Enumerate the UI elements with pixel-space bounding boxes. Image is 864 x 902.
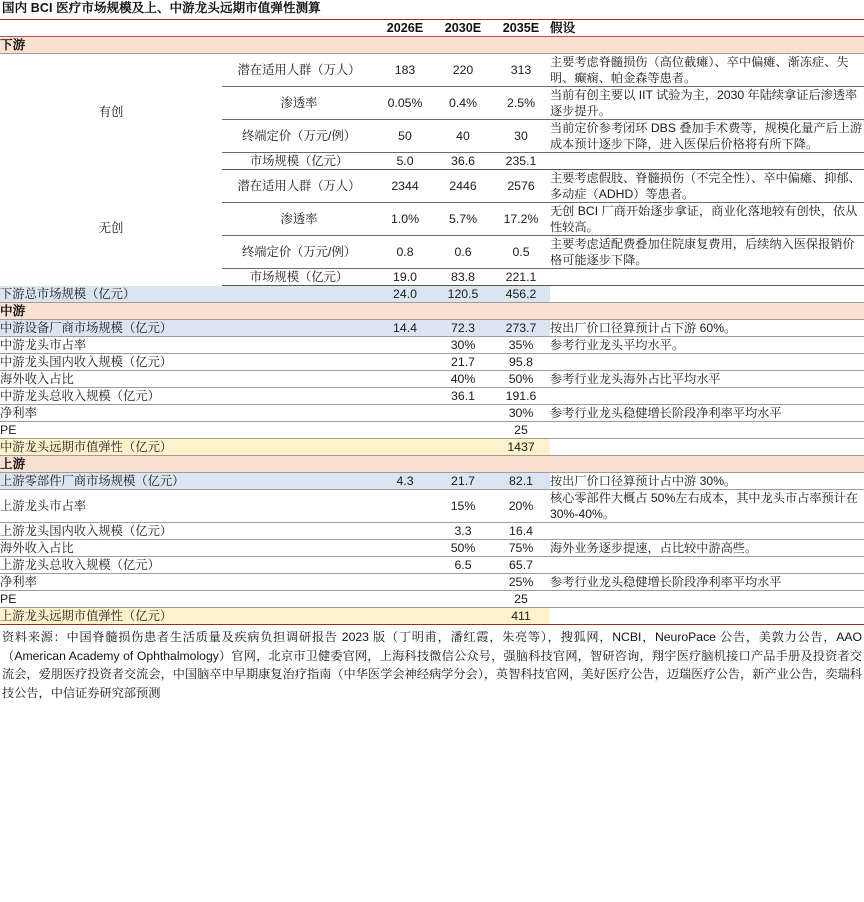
assumption-text: 参考行业龙头平均水平。 <box>550 337 864 354</box>
assumption-text <box>550 439 864 456</box>
value-2026e <box>376 591 434 608</box>
assumption-text: 参考行业龙头稳健增长阶段净利率平均水平 <box>550 574 864 591</box>
assumption-text: 海外业务逐步提速，占比较中游高些。 <box>550 540 864 557</box>
metric-label: 上游龙头国内收入规模（亿元） <box>0 523 376 540</box>
value-2026e: 1.0% <box>376 203 434 236</box>
section-header-downstream <box>0 37 864 54</box>
table-row <box>0 170 864 203</box>
value-2026e <box>376 490 434 523</box>
group-label-noninvasive: 无创 <box>98 220 124 235</box>
elasticity-row-midstream <box>0 439 864 456</box>
value-2030e: 36.1 <box>434 388 492 405</box>
value-2026e <box>376 388 434 405</box>
value-2035e: 1437 <box>492 439 550 456</box>
assumption-text: 当前定价参考闭环 DBS 叠加手术费等，规模化量产后上游成本预计逐步下降，进入医保后价格将有所下降。 <box>550 121 863 151</box>
value-2035e: 82.1 <box>492 473 550 490</box>
value-2030e: 15% <box>434 490 492 523</box>
value-2026e: 14.4 <box>376 320 434 337</box>
value-2026e: 2344 <box>376 170 434 203</box>
value-2035e: 25% <box>492 574 550 591</box>
assumption-text: 无创 BCI 厂商开始逐步拿证，商业化落地较有创快，依从性较高。 <box>550 203 864 236</box>
assumption-text <box>550 153 864 170</box>
value-2035e: 30% <box>492 405 550 422</box>
value-2035e: 75% <box>492 540 550 557</box>
value-2026e: 19.0 <box>376 269 434 286</box>
assumption-text: 按出厂价口径算预计占中游 30%。 <box>550 473 864 490</box>
value-2026e <box>376 574 434 591</box>
table-row <box>0 523 864 540</box>
value-2030e: 5.7% <box>434 203 492 236</box>
value-2035e: 20% <box>492 490 550 523</box>
value-2030e: 2446 <box>434 170 492 203</box>
value-2030e: 3.3 <box>434 523 492 540</box>
value-2035e: 65.7 <box>492 557 550 574</box>
value-2035e: 313 <box>492 54 550 87</box>
table-row <box>0 574 864 591</box>
value-2030e <box>434 439 492 456</box>
subtotal-row-downstream <box>0 286 864 303</box>
table-row <box>0 388 864 405</box>
value-2026e: 0.05% <box>376 87 434 120</box>
value-2026e: 50 <box>376 120 434 153</box>
value-2030e: 220 <box>434 54 492 87</box>
header-year-2026e: 2026E <box>376 20 434 37</box>
value-2035e: 30 <box>492 120 550 153</box>
value-2026e <box>376 540 434 557</box>
assumption-text <box>550 523 864 540</box>
value-2035e: 235.1 <box>492 153 550 170</box>
value-2035e: 0.5 <box>492 236 550 269</box>
value-2035e: 221.1 <box>492 269 550 286</box>
metric-label: 海外收入占比 <box>0 371 376 388</box>
value-2026e <box>376 422 434 439</box>
value-2035e: 456.2 <box>492 286 550 303</box>
metric-label: 中游龙头国内收入规模（亿元） <box>0 354 376 371</box>
section-header-downstream-label: 下游 <box>0 37 864 54</box>
assumption-text: 参考行业龙头稳健增长阶段净利率平均水平 <box>550 405 864 422</box>
metric-label: 上游龙头市占率 <box>0 490 376 523</box>
value-2030e: 0.4% <box>434 87 492 120</box>
value-2030e <box>434 608 492 625</box>
metric-label: 潜在适用人群（万人） <box>222 54 376 87</box>
metric-label: 中游龙头总收入规模（亿元） <box>0 388 376 405</box>
table-row <box>0 422 864 439</box>
table-row <box>0 371 864 388</box>
assumption-text <box>550 608 864 625</box>
header-blank-1 <box>0 20 222 37</box>
assumption-text: 当前有创主要以 IIT 试验为主，2030 年陆续拿证后渗透率逐步提升。 <box>550 87 864 120</box>
value-2026e: 183 <box>376 54 434 87</box>
assumption-text: 主要考虑假肢、脊髓损伤（不完全性）、卒中偏瘫、抑郁、多动症（ADHD）等患者。 <box>550 170 864 203</box>
value-2030e <box>434 574 492 591</box>
value-2026e <box>376 371 434 388</box>
assumption-text <box>550 591 864 608</box>
header-blank-2 <box>222 20 376 37</box>
assumption-text <box>550 354 864 371</box>
value-2035e: 50% <box>492 371 550 388</box>
assumption-text <box>550 422 864 439</box>
metric-label: 海外收入占比 <box>0 540 376 557</box>
metric-label: 上游龙头总收入规模（亿元） <box>0 557 376 574</box>
metric-label: 潜在适用人群（万人） <box>222 170 376 203</box>
value-2035e: 273.7 <box>492 320 550 337</box>
value-2030e: 40% <box>434 371 492 388</box>
value-2030e <box>434 422 492 439</box>
value-2035e: 2.5% <box>492 87 550 120</box>
value-2030e: 120.5 <box>434 286 492 303</box>
value-2026e: 5.0 <box>376 153 434 170</box>
table-row <box>0 490 864 523</box>
section-header-midstream-label: 中游 <box>0 303 864 320</box>
value-2026e <box>376 354 434 371</box>
forecast-table <box>0 19 864 624</box>
table-row <box>0 473 864 490</box>
assumption-text: 按出厂价口径算预计占下游 60%。 <box>550 320 864 337</box>
assumption-text <box>550 388 864 405</box>
metric-label: 渗透率 <box>222 87 376 120</box>
value-2030e: 50% <box>434 540 492 557</box>
value-2026e: 24.0 <box>376 286 434 303</box>
section-header-upstream-label: 上游 <box>0 456 864 473</box>
metric-label: 中游龙头市占率 <box>0 337 376 354</box>
value-2026e <box>376 557 434 574</box>
value-2035e: 191.6 <box>492 388 550 405</box>
value-2035e: 95.8 <box>492 354 550 371</box>
value-2035e: 16.4 <box>492 523 550 540</box>
metric-label: 终端定价（万元/例） <box>222 120 376 153</box>
table-row <box>0 320 864 337</box>
header-year-2030e: 2030E <box>434 20 492 37</box>
assumption-text <box>550 286 864 303</box>
assumption-text <box>550 557 864 574</box>
metric-label: 上游龙头远期市值弹性（亿元） <box>0 608 376 625</box>
value-2030e: 83.8 <box>434 269 492 286</box>
metric-label: PE <box>0 591 376 608</box>
value-2030e: 30% <box>434 337 492 354</box>
table-row <box>0 354 864 371</box>
value-2030e: 40 <box>434 120 492 153</box>
assumption-text <box>550 269 864 286</box>
value-2030e: 21.7 <box>434 473 492 490</box>
value-2026e <box>376 523 434 540</box>
value-2030e: 36.6 <box>434 153 492 170</box>
table-row <box>0 337 864 354</box>
page-title: 国内 BCI 医疗市场规模及上、中游龙头远期市值弹性测算 <box>2 1 321 15</box>
metric-label: 净利率 <box>0 574 376 591</box>
metric-label: 上游零部件厂商市场规模（亿元） <box>0 473 376 490</box>
metric-label: 渗透率 <box>222 203 376 236</box>
value-2030e: 72.3 <box>434 320 492 337</box>
value-2026e <box>376 439 434 456</box>
value-2035e: 25 <box>492 422 550 439</box>
assumption-text: 主要考虑脊髓损伤（高位截瘫）、卒中偏瘫、渐冻症、失明、癫痫、帕金森等患者。 <box>550 54 864 87</box>
value-2026e: 4.3 <box>376 473 434 490</box>
table-row <box>0 557 864 574</box>
value-2026e <box>376 337 434 354</box>
value-2030e <box>434 405 492 422</box>
table-row <box>0 405 864 422</box>
assumption-text: 核心零部件大概占 50%左右成本，其中龙头市占率预计在 30%-40%。 <box>550 490 864 523</box>
metric-label: PE <box>0 422 376 439</box>
table-row <box>0 540 864 557</box>
metric-label: 中游设备厂商市场规模（亿元） <box>0 320 376 337</box>
elasticity-row-upstream <box>0 608 864 625</box>
value-2026e <box>376 608 434 625</box>
table-row <box>0 54 864 87</box>
assumption-text: 参考行业龙头海外占比平均水平 <box>550 371 864 388</box>
value-2026e <box>376 405 434 422</box>
value-2030e: 0.6 <box>434 236 492 269</box>
source-footnote: 资料来源：中国脊髓损伤患者生活质量及疾病负担调研报告 2023 版（丁明甫，潘红霞，朱亮等），搜狐网，NCBI，NeuroPace 公告，美敦力公告，AAO（American Academy of Ophthalmology）官网，北京市卫健委官网，上海科技微信公众号，强脑科技官网，智研咨询，翔宇医疗脑机接口产品手册及投资者交流会，爱朋医疗投资者交流会，中国脑卒中早期康复治疗指南（中华医学会神经病学分会），英智科技官网，美好医疗公告，迈瑞医疗公告，新产业公告，奕瑞科技公告，中信证券研究部预测 <box>0 624 864 702</box>
metric-label: 净利率 <box>0 405 376 422</box>
metric-label: 终端定价（万元/例） <box>222 236 376 269</box>
value-2035e: 35% <box>492 337 550 354</box>
table-row <box>0 591 864 608</box>
header-assumption: 假设 <box>550 20 864 37</box>
assumption-text: 主要考虑适配费叠加住院康复费用，后续纳入医保报销价格可能逐步下降。 <box>550 236 864 269</box>
metric-label: 下游总市场规模（亿元） <box>0 286 376 303</box>
value-2035e: 17.2% <box>492 203 550 236</box>
metric-label: 市场规模（亿元） <box>222 269 376 286</box>
header-year-2035e: 2035E <box>492 20 550 37</box>
section-header-midstream <box>0 303 864 320</box>
group-label-invasive: 有创 <box>98 104 124 119</box>
table-header-row <box>0 20 864 37</box>
value-2035e: 411 <box>492 608 550 625</box>
metric-label: 市场规模（亿元） <box>222 153 376 170</box>
value-2030e: 6.5 <box>434 557 492 574</box>
value-2035e: 2576 <box>492 170 550 203</box>
value-2030e: 21.7 <box>434 354 492 371</box>
section-header-upstream <box>0 456 864 473</box>
value-2026e: 0.8 <box>376 236 434 269</box>
value-2030e <box>434 591 492 608</box>
metric-label: 中游龙头远期市值弹性（亿元） <box>0 439 376 456</box>
value-2035e: 25 <box>492 591 550 608</box>
